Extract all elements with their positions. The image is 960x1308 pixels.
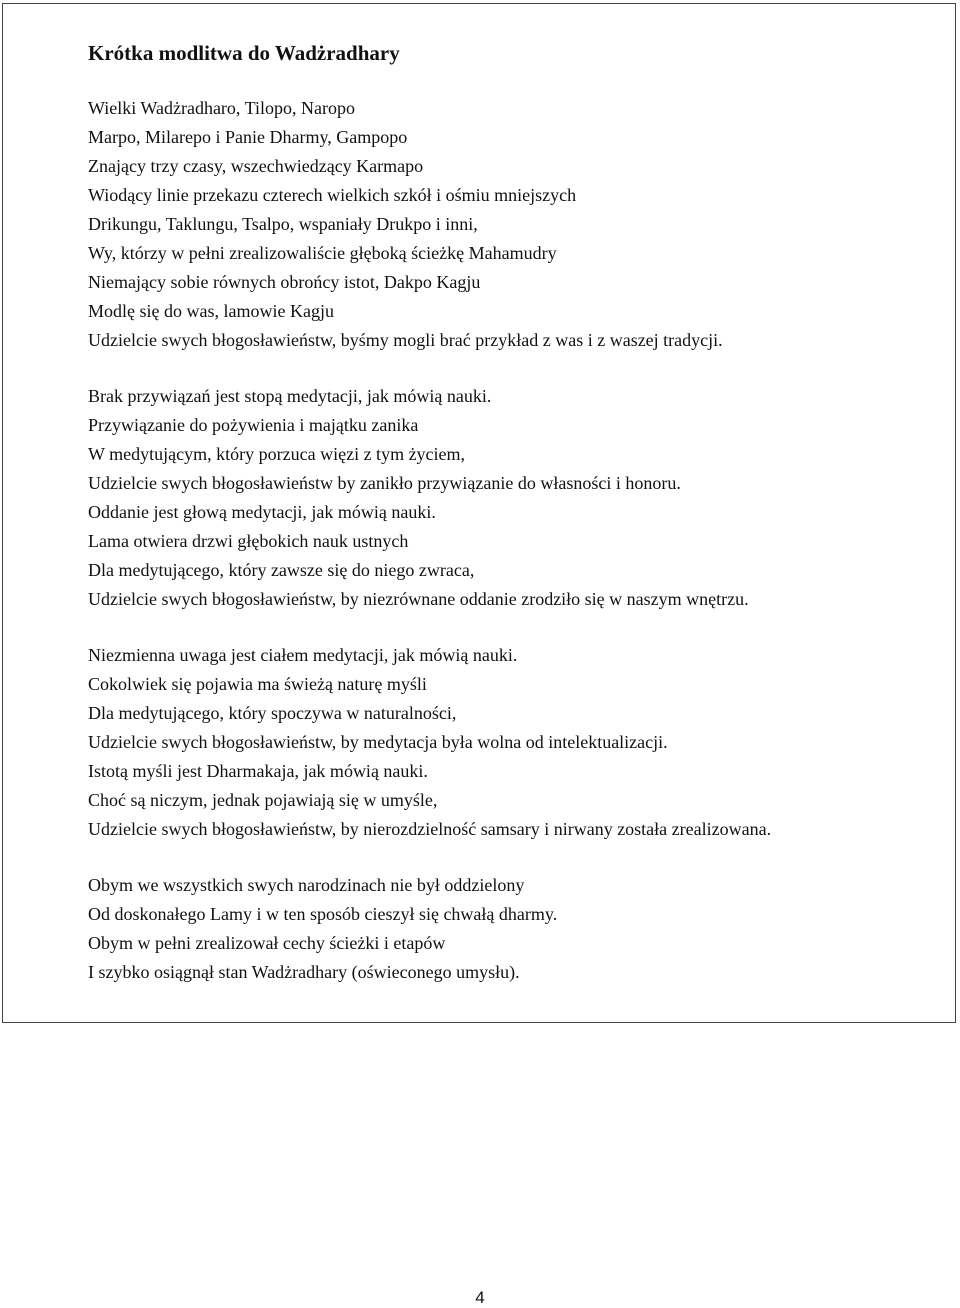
verse-line: Wy, którzy w pełni zrealizowaliście głęboką ścieżkę Mahamudry	[88, 243, 557, 263]
verse-line: Modlę się do was, lamowie Kagju	[88, 301, 334, 321]
verse-line: Udzielcie swych błogosławieństw, by medytacja była wolna od intelektualizacji.	[88, 732, 668, 752]
stanza-lineage	[88, 94, 948, 355]
verse-line: Wiodący linie przekazu czterech wielkich szkół i ośmiu mniejszych	[88, 185, 577, 205]
page-number: 4	[475, 1288, 485, 1307]
verse-line: Marpo, Milarepo i Panie Dharmy, Gampopo	[88, 127, 408, 147]
verse-line: Niemający sobie równych obrońcy istot, Dakpo Kagju	[88, 272, 481, 292]
verse-line: Obym w pełni zrealizował cechy ścieżki i etapów	[88, 933, 446, 953]
verse-line: Znający trzy czasy, wszechwiedzący Karmapo	[88, 156, 424, 176]
stanza-renunciation-devotion	[88, 382, 948, 614]
verse-line: Od doskonałego Lamy i w ten sposób cieszył się chwałą dharmy.	[88, 904, 558, 924]
verse-line: Obym we wszystkich swych narodzinach nie był oddzielony	[88, 875, 525, 895]
verse-line: Drikungu, Taklungu, Tsalpo, wspaniały Drukpo i inni,	[88, 214, 478, 234]
verse-line: Dla medytującego, który spoczywa w naturalności,	[88, 703, 457, 723]
verse-line: Oddanie jest głową medytacji, jak mówią nauki.	[88, 502, 436, 522]
verse-line: Dla medytującego, który zawsze się do niego zwraca,	[88, 560, 475, 580]
verse-line: Cokolwiek się pojawia ma świeżą naturę myśli	[88, 674, 427, 694]
stanza-aspiration	[88, 871, 948, 987]
verse-line: W medytującym, który porzuca więzi z tym życiem,	[88, 444, 466, 464]
document-title: Krótka modlitwa do Wadżradhary	[88, 41, 400, 65]
verse-line: Wielki Wadżradharo, Tilopo, Naropo	[88, 98, 355, 118]
verse-line: Lama otwiera drzwi głębokich nauk ustnych	[88, 531, 409, 551]
verse-line: Brak przywiązań jest stopą medytacji, jak mówią nauki.	[88, 386, 492, 406]
prayer-body	[88, 94, 948, 987]
verse-line: Choć są niczym, jednak pojawiają się w umyśle,	[88, 790, 438, 810]
verse-line: Udzielcie swych błogosławieństw, by nierozdzielność samsary i nirwany została zrealizowana.	[88, 819, 772, 839]
verse-line: Niezmienna uwaga jest ciałem medytacji, jak mówią nauki.	[88, 645, 518, 665]
verse-line: Przywiązanie do pożywienia i majątku zanika	[88, 415, 419, 435]
stanza-gap	[88, 844, 948, 871]
verse-line: Udzielcie swych błogosławieństw, by niezrównane oddanie zrodziło się w naszym wnętrzu.	[88, 589, 749, 609]
verse-line: Udzielcie swych błogosławieństw, byśmy mogli brać przykład z was i z waszej tradycji.	[88, 330, 723, 350]
stanza-awareness	[88, 641, 948, 844]
prayer-frame	[2, 3, 956, 1023]
verse-line: Istotą myśli jest Dharmakaja, jak mówią nauki.	[88, 761, 428, 781]
stanza-gap	[88, 614, 948, 641]
verse-line: I szybko osiągnął stan Wadżradhary (oświeconego umysłu).	[88, 962, 520, 982]
stanza-gap	[88, 355, 948, 382]
verse-line: Udzielcie swych błogosławieństw by zanikło przywiązanie do własności i honoru.	[88, 473, 681, 493]
